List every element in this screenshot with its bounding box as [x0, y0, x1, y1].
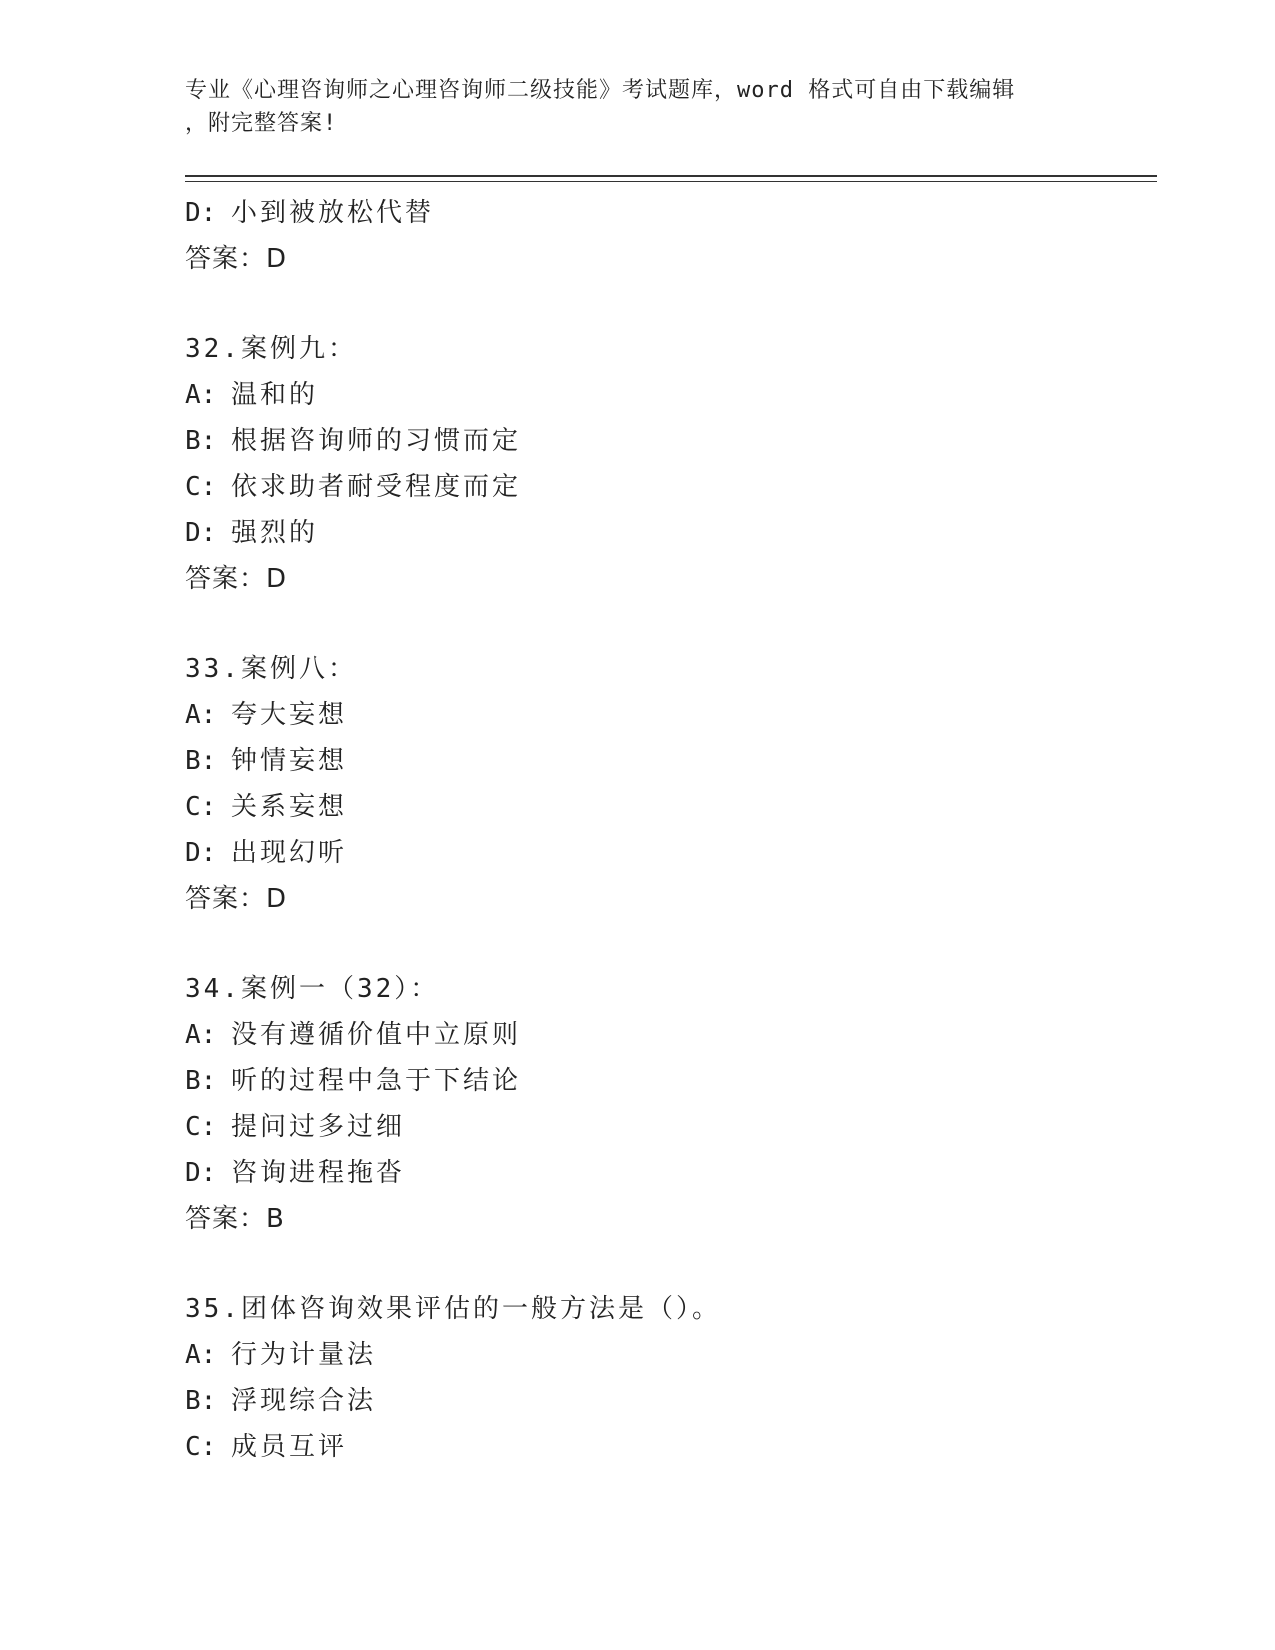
header-divider-thick [185, 175, 1157, 177]
question-stem: 33.案例八： [185, 654, 357, 684]
option-text: 温和的 [231, 380, 319, 410]
header-line-1: 专业《心理咨询师之心理咨询师二级技能》考试题库，word 格式可自由下载编辑 [185, 78, 1016, 103]
question-stem: 35.团体咨询效果评估的一般方法是（）。 [185, 1294, 721, 1324]
option-a [185, 372, 1145, 418]
question-list [185, 190, 1145, 1470]
option-letter: D: [185, 198, 217, 228]
option-text: 咨询进程拖沓 [231, 1158, 406, 1188]
option-b [185, 418, 1145, 464]
option-letter: C: [185, 1432, 217, 1462]
option-letter: A: [185, 1020, 217, 1050]
option-text: 关系妄想 [231, 792, 348, 822]
option-d [185, 830, 1145, 876]
question-stem: 34.案例一（32）： [185, 974, 440, 1004]
option-letter: A: [185, 700, 217, 730]
option-text: 强烈的 [231, 518, 319, 548]
option-text: 夸大妄想 [231, 700, 348, 730]
option-text: 小到被放松代替 [231, 198, 435, 228]
option-c [185, 464, 1145, 510]
option-a [185, 1012, 1145, 1058]
option-text: 出现幻听 [231, 838, 348, 868]
option-letter: C: [185, 792, 217, 822]
option-d [185, 1150, 1145, 1196]
document-header [185, 74, 1085, 140]
option-letter: D: [185, 518, 217, 548]
answer-line: 答案：B [185, 1204, 285, 1234]
answer-line: 答案：D [185, 564, 288, 594]
header-divider-thin [185, 181, 1157, 182]
header-line-2: ，附完整答案! [185, 111, 338, 136]
option-text: 提问过多过细 [231, 1112, 406, 1142]
option-b [185, 738, 1145, 784]
option-text: 浮现综合法 [231, 1386, 377, 1416]
answer-line: 答案：D [185, 884, 288, 914]
option-text: 成员互评 [231, 1432, 348, 1462]
option-text: 钟情妄想 [231, 746, 348, 776]
option-letter: A: [185, 1340, 217, 1370]
option-b [185, 1378, 1145, 1424]
option-text: 听的过程中急于下结论 [231, 1066, 522, 1096]
option-letter: B: [185, 426, 217, 456]
option-c [185, 1424, 1145, 1470]
answer-line: 答案：D [185, 244, 288, 274]
option-letter: D: [185, 838, 217, 868]
option-d [185, 510, 1145, 556]
option-a [185, 692, 1145, 738]
option-a [185, 1332, 1145, 1378]
option-letter: C: [185, 472, 217, 502]
option-text: 依求助者耐受程度而定 [231, 472, 522, 502]
option-text: 根据咨询师的习惯而定 [231, 426, 522, 456]
option-text: 行为计量法 [231, 1340, 377, 1370]
option-text: 没有遵循价值中立原则 [231, 1020, 522, 1050]
option-letter: B: [185, 746, 217, 776]
option-b [185, 1058, 1145, 1104]
question-stem: 32.案例九： [185, 334, 357, 364]
option-letter: B: [185, 1386, 217, 1416]
option-letter: A: [185, 380, 217, 410]
option-d [185, 190, 1145, 236]
option-letter: C: [185, 1112, 217, 1142]
option-letter: D: [185, 1158, 217, 1188]
option-c [185, 784, 1145, 830]
option-letter: B: [185, 1066, 217, 1096]
option-c [185, 1104, 1145, 1150]
